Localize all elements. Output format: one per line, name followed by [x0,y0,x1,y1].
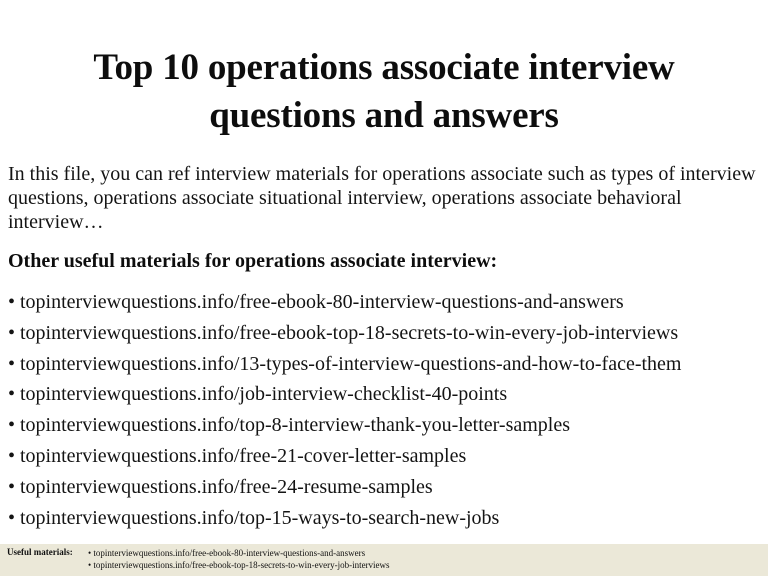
title-line-1: Top 10 operations associate interview [93,47,675,88]
material-link[interactable]: topinterviewquestions.info/top-15-ways-to-search-new-jobs [20,506,500,529]
bullet-icon: • [8,444,16,467]
materials-list-item[interactable] [8,318,760,349]
materials-list-item[interactable] [8,287,760,318]
bullet-icon: • [8,383,16,406]
material-link[interactable]: topinterviewquestions.info/free-ebook-80-interview-questions-and-answers [20,291,624,313]
material-link[interactable]: topinterviewquestions.info/free-21-cover-letter-samples [20,444,467,467]
material-link[interactable]: topinterviewquestions.info/free-24-resume-samples [20,475,433,498]
footer-list [88,547,390,571]
material-link[interactable]: topinterviewquestions.info/13-types-of-interview-questions-and-how-to-face-them [20,352,682,375]
footer-label [7,547,73,558]
materials-heading: Other useful materials for operations associate interview: [8,250,498,272]
materials-list-item[interactable] [8,379,760,410]
materials-list-item[interactable] [8,349,760,380]
page-title [40,44,728,140]
bullet-icon: • [8,291,16,313]
footer-bar [0,544,768,576]
bullet-icon: • [8,414,16,437]
footer-label-sep: : [69,547,73,557]
bullet-icon: • [8,352,16,375]
bullet-icon: • [8,321,16,344]
materials-list-item[interactable] [8,441,760,472]
bullet-icon: • [8,506,16,529]
material-link[interactable]: topinterviewquestions.info/top-8-interview-thank-you-letter-samples [20,414,571,437]
footer-link[interactable]: • topinterviewquestions.info/free-ebook-top-18-secrets-to-win-every-job-interviews [88,560,390,570]
footer-link[interactable]: • topinterviewquestions.info/free-ebook-80-interview-questions-and-answers [88,548,366,558]
materials-list-item[interactable] [8,410,760,441]
materials-list [8,287,760,533]
bullet-icon: • [8,475,16,498]
material-link[interactable]: topinterviewquestions.info/free-ebook-top-18-secrets-to-win-every-job-interviews [20,321,679,344]
title-line-2: questions and answers [209,95,559,136]
materials-list-item[interactable] [8,503,760,534]
intro-paragraph: In this file, you can ref interview materials for operations associate such as types of interview questions, operations associate situational interview, operations associate behavioral interview… [8,163,756,233]
footer-label-text: Useful materials [7,547,70,557]
materials-list-item[interactable] [8,472,760,503]
material-link[interactable]: topinterviewquestions.info/job-interview-checklist-40-points [20,383,508,406]
